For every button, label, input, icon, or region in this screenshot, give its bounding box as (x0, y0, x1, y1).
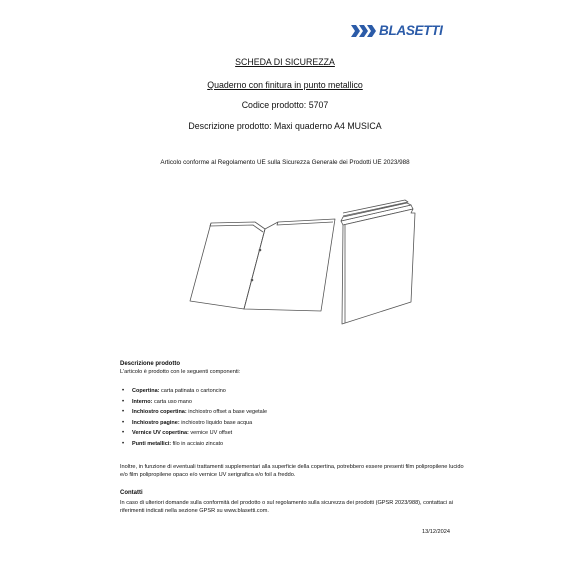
closed-notebook-drawing (341, 200, 415, 324)
component-value: inchiostro liquido base acqua (179, 419, 253, 426)
document-date: 13/12/2024 (422, 529, 450, 535)
list-item (120, 407, 267, 418)
logo-arrows-icon (351, 25, 377, 37)
component-value: carta uso mano (152, 398, 192, 405)
regulation-statement: Articolo conforme al Regolamento UE sulla Sicurezza Generale dei Prodotti UE 2023/988 (160, 159, 410, 166)
document-title: SCHEDA DI SICUREZZA (235, 57, 335, 67)
open-notebook-drawing (190, 219, 335, 311)
list-item (120, 428, 267, 439)
component-value: inchiostro offset a base vegetale (186, 409, 268, 416)
component-label: Copertina: (132, 388, 160, 394)
component-label: Interno: (132, 398, 153, 405)
product-description-line: Descrizione prodotto: Maxi quaderno A4 MUSICA (188, 121, 382, 131)
list-item (120, 439, 267, 450)
components-list (120, 386, 267, 450)
list-item (120, 397, 267, 408)
component-label: Inchiostro pagine: (132, 419, 180, 426)
blasetti-logo (351, 24, 443, 38)
contacts-heading: Contatti (120, 490, 143, 496)
contacts-text: In caso di ulteriori domande sulla conformità del prodotto o sul regolamento sulla sicurezza dei prodotti (GPSR 2023/988), contattaci ai riferimenti indicati nella sezione GPSR su www.blasetti.com. (120, 500, 454, 514)
description-heading: Descrizione prodotto (120, 361, 181, 367)
logo-text: BLASETTI (379, 23, 443, 38)
component-value: carta patinata o cartoncino (159, 388, 226, 394)
list-item (120, 418, 267, 429)
description-section (120, 360, 465, 376)
component-label: Punti metallici: (132, 440, 172, 447)
component-label: Inchiostro copertina: (132, 409, 187, 416)
component-value: filo in acciaio zincato (171, 440, 224, 447)
list-item (120, 386, 267, 397)
product-type-title: Quaderno con finitura in punto metallico (207, 80, 363, 90)
product-code: Codice prodotto: 5707 (241, 100, 329, 110)
surface-treatment-paragraph: Inoltre, in funzione di eventuali trattamenti supplementari alla superficie della copertina, potrebbero essere presenti film polipropilene lucido e/o film polipropilene opaco e/o vernice UV serigrafica e/o foil a freddo. (120, 464, 464, 478)
component-value: vernice UV offset (188, 430, 233, 437)
component-label: Vernice UV copertina: (132, 430, 189, 437)
notebook-illustration (185, 195, 425, 330)
description-intro: L'articolo è prodotto con le seguenti componenti: (120, 369, 241, 375)
